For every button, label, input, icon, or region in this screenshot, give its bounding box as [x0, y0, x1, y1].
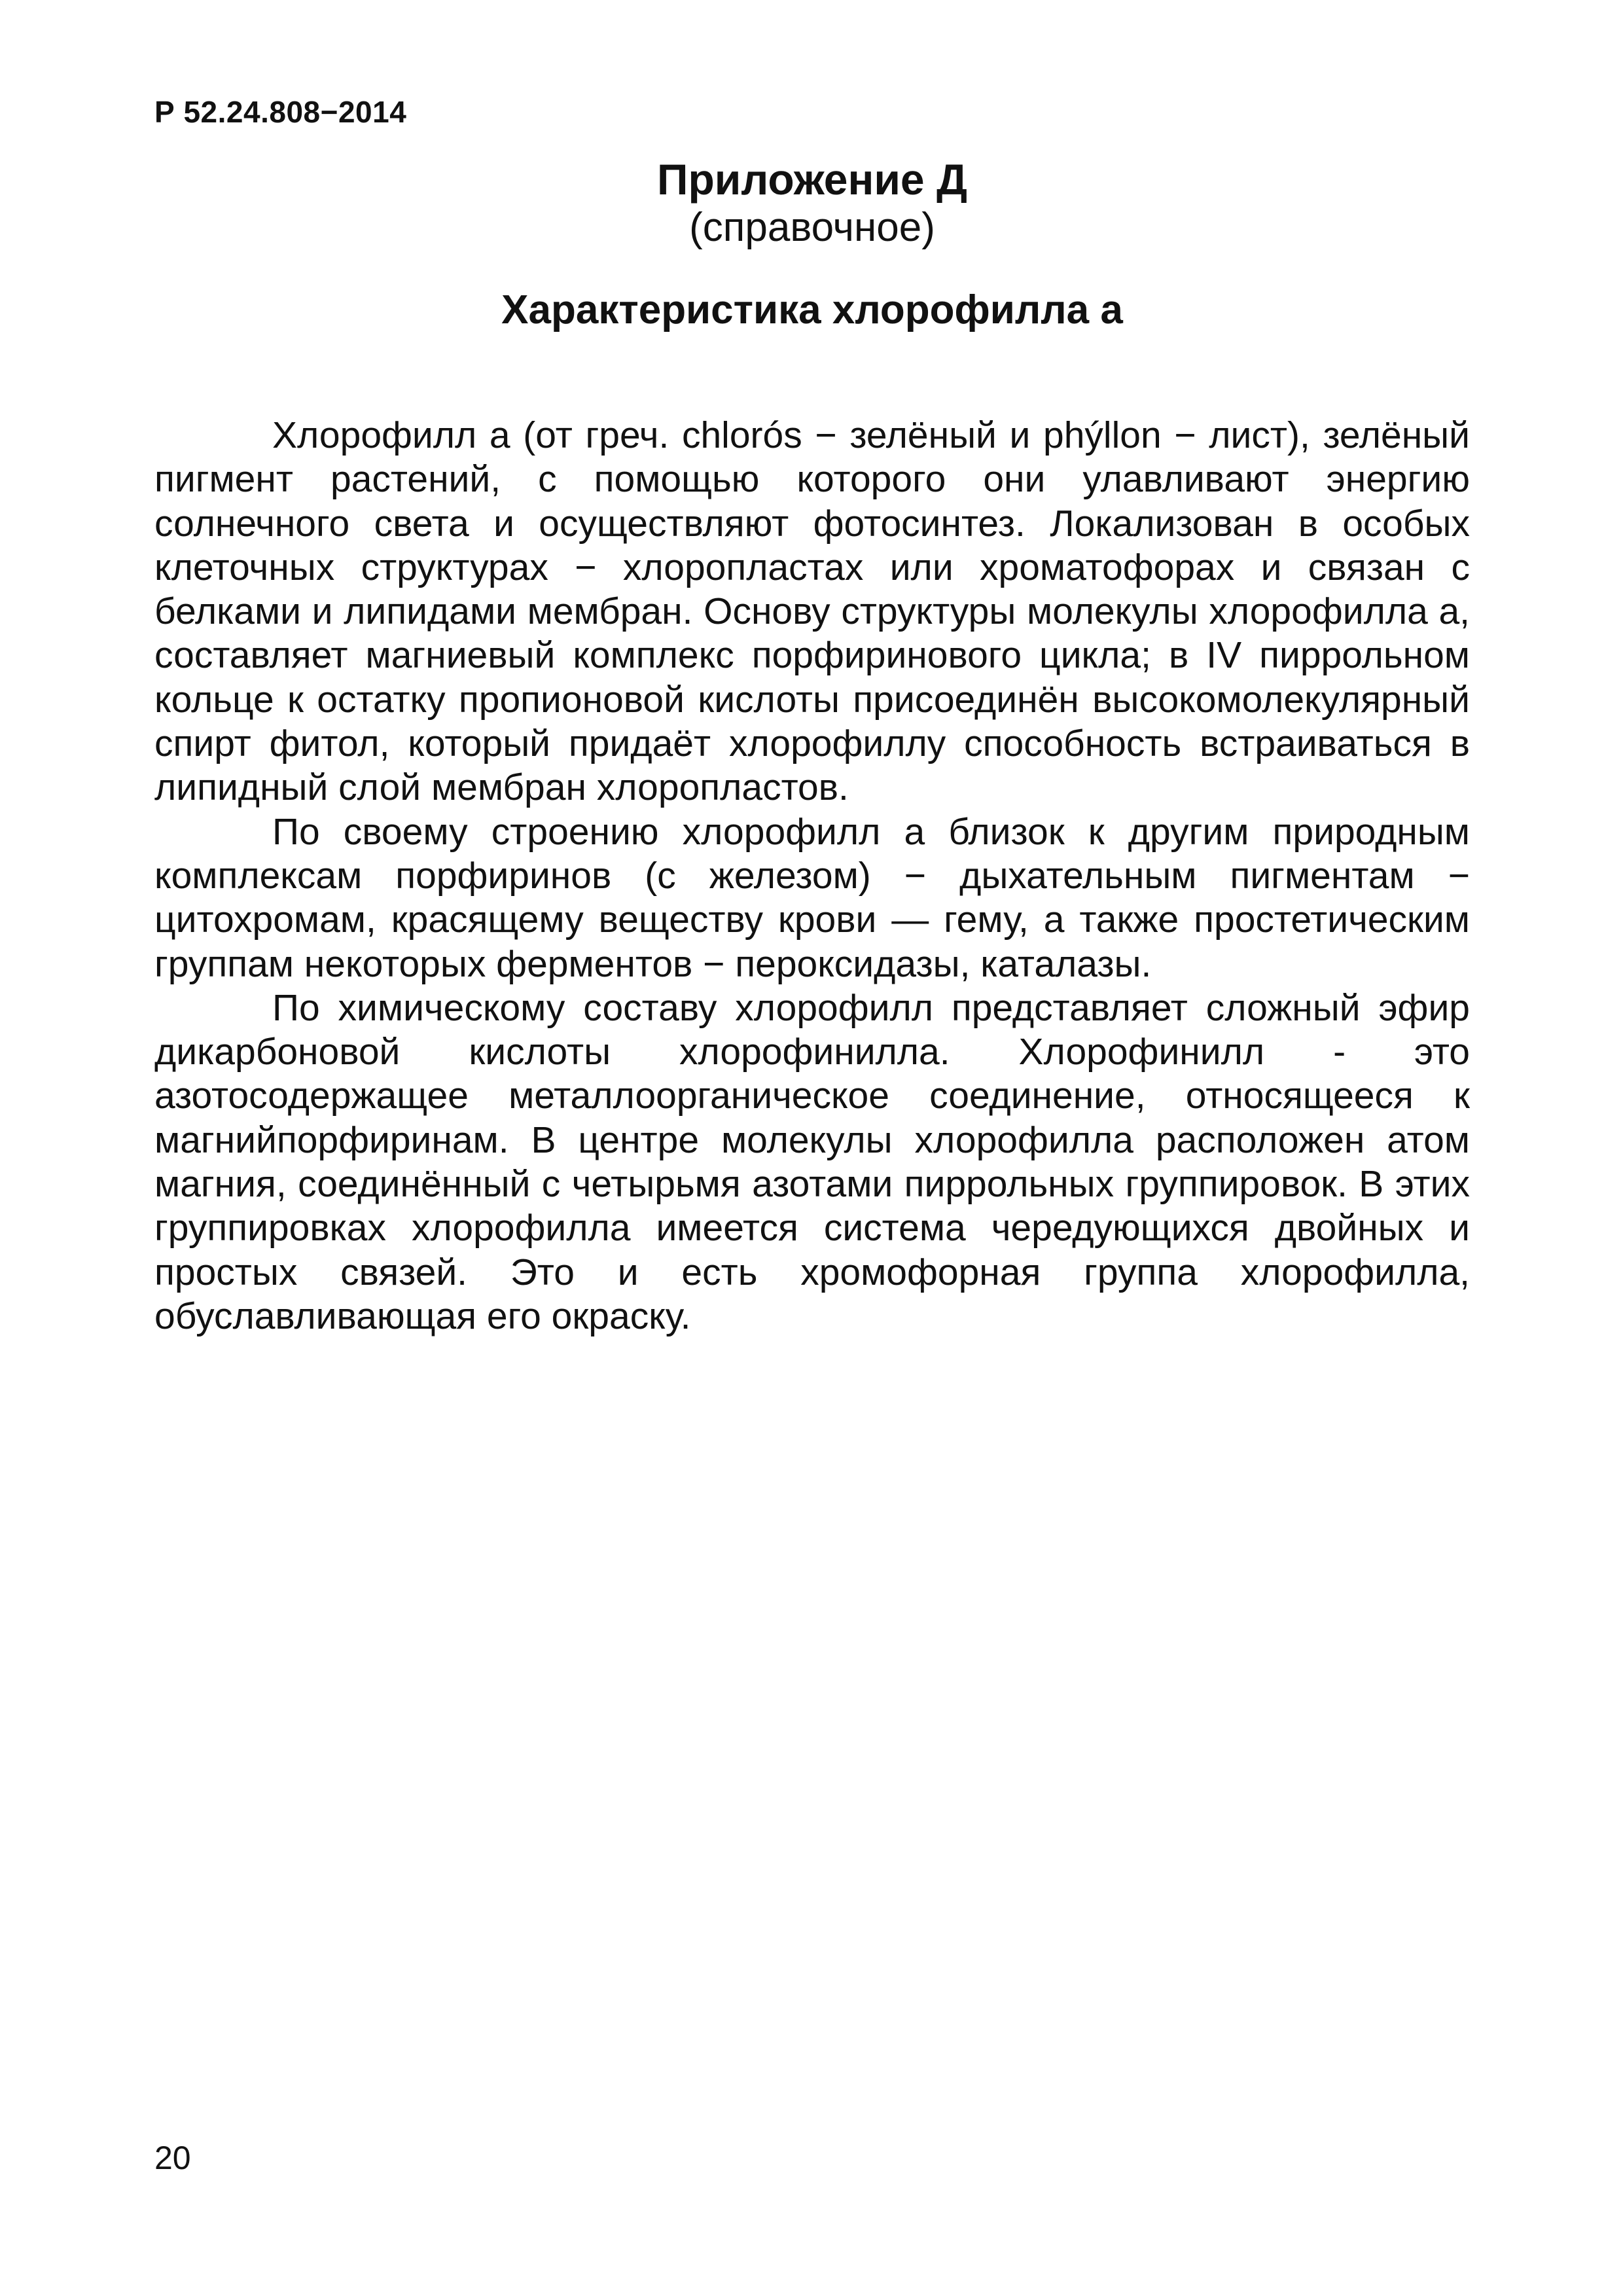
- appendix-subtitle: (справочное): [689, 205, 935, 250]
- paragraph-1: Хлорофилл а (от греч. chlorós − зелёный и phýllon − лист), зелёный пигмент растений, с помощью которого они улавливают энергию солнечного света и осуществляют фотосинтез. Локализован в особых клеточных структурах − хлоропластах или хроматофорах и связан с белками и липидами мембран. Основу структуры молекулы хлорофилла а, составляет магниевый комплекс порфиринового цикла; в IV пиррольном кольце к остатку пропионовой кислоты присоединён высокомолекулярный спирт фитол, который придаёт хлорофиллу способность встраиваться в липидный слой мембран хлоропластов.: [154, 414, 1470, 809]
- paragraph-3: По химическому составу хлорофилл представляет сложный эфир дикарбоновой кислоты хлорофинилла. Хлорофинилл - это азотосодержащее металлоорганическое соединение, относящееся к магнийпорфиринам. В центре молекулы хлорофилла расположен атом магния, соединённый с четырьмя азотами пиррольных группировок. В этих группировках хлорофилла имеется система чередующихся двойных и простых связей. Это и есть хромофорная группа хлорофилла, обуславливающая его окраску.: [154, 986, 1470, 1337]
- section-heading: Характеристика хлорофилла а: [501, 287, 1123, 332]
- body-text: [154, 414, 1470, 1338]
- appendix-title: Приложение Д: [657, 155, 967, 204]
- page-number: 20: [154, 2140, 191, 2176]
- document-code: Р 52.24.808−2014: [154, 95, 407, 129]
- paragraph-2: По своему строению хлорофилл а близок к другим природным комплексам порфиринов (с железом) − дыхательным пигментам − цитохромам, красящему веществу крови — гему, а также простетическим группам некоторых ферментов − пероксидазы, каталазы.: [154, 810, 1470, 985]
